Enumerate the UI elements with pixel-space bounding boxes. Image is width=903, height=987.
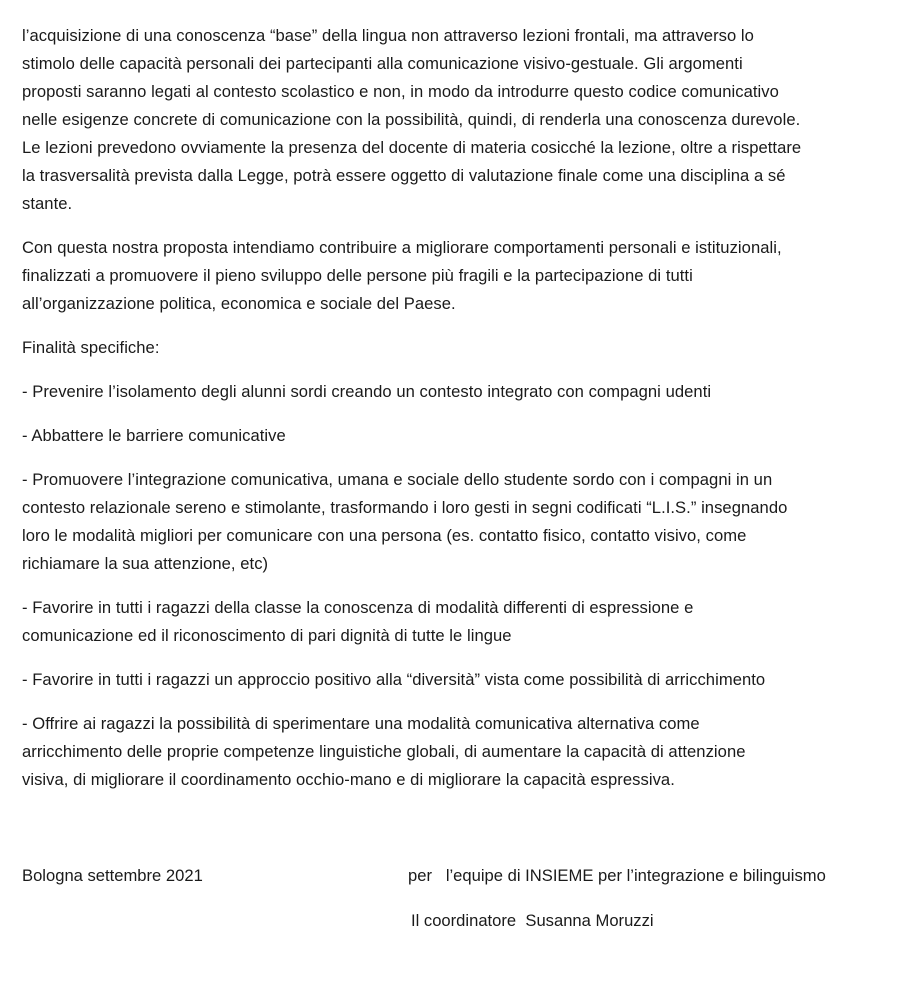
text-line: contesto relazionale sereno e stimolante, trasformando i loro gesti in segni codificati “L.I.S.” insegnando bbox=[22, 498, 788, 517]
text-line: - Favorire in tutti i ragazzi un approccio positivo alla “diversità” vista come possibilità di arricchimento bbox=[22, 670, 766, 689]
list-item-offrire bbox=[22, 710, 882, 794]
text-line: visiva, di migliorare il coordinamento occhio-mano e di migliorare la capacità espressiva. bbox=[22, 770, 675, 789]
signature-organization: per l’equipe di INSIEME per l’integrazione e bilinguismo bbox=[408, 866, 826, 885]
list-item-favorire-classe bbox=[22, 594, 882, 650]
list-item-promuovere bbox=[22, 466, 882, 578]
text-line: - Offrire ai ragazzi la possibilità di sperimentare una modalità comunicativa alternativa come bbox=[22, 714, 700, 733]
place-date: Bologna settembre 2021 bbox=[22, 866, 203, 885]
list-item-prevenire bbox=[22, 378, 882, 406]
list-item-abbattere bbox=[22, 422, 882, 450]
text-line: la trasversalità prevista dalla Legge, potrà essere oggetto di valutazione finale come una disciplina a sé bbox=[22, 166, 786, 185]
text-line: comunicazione ed il riconoscimento di pari dignità di tutte le lingue bbox=[22, 626, 512, 645]
text-line: Finalità specifiche: bbox=[22, 338, 160, 357]
text-line: proposti saranno legati al contesto scolastico e non, in modo da introdurre questo codice comunicativo bbox=[22, 82, 779, 101]
signature-coordinator: Il coordinatore Susanna Moruzzi bbox=[411, 911, 654, 930]
text-line: arricchimento delle proprie competenze linguistiche globali, di aumentare la capacità di attenzione bbox=[22, 742, 746, 761]
document-body bbox=[22, 22, 882, 810]
list-item-favorire-diversita bbox=[22, 666, 882, 694]
text-line: - Promuovere l’integrazione comunicativa, umana e sociale dello studente sordo con i compagni in un bbox=[22, 470, 773, 489]
text-line: Le lezioni prevedono ovviamente la presenza del docente di materia cosicché la lezione, oltre a rispettare bbox=[22, 138, 802, 157]
text-line: loro le modalità migliori per comunicare con una persona (es. contatto fisico, contatto visivo, come bbox=[22, 526, 747, 545]
text-line: - Prevenire l’isolamento degli alunni sordi creando un contesto integrato con compagni udenti bbox=[22, 382, 712, 401]
text-line: - Favorire in tutti i ragazzi della classe la conoscenza di modalità differenti di espressione e bbox=[22, 598, 694, 617]
text-line: stante. bbox=[22, 194, 73, 213]
section-heading-finalita bbox=[22, 334, 882, 362]
text-line: stimolo delle capacità personali dei partecipanti alla comunicazione visivo-gestuale. Gli argomenti bbox=[22, 54, 743, 73]
text-line: l’acquisizione di una conoscenza “base” della lingua non attraverso lezioni frontali, ma attraverso lo bbox=[22, 26, 754, 45]
text-line: nelle esigenze concrete di comunicazione con la possibilità, quindi, di renderla una conoscenza durevole. bbox=[22, 110, 801, 129]
paragraph-intro bbox=[22, 22, 882, 218]
text-line: Con questa nostra proposta intendiamo contribuire a migliorare comportamenti personali e istituzionali, bbox=[22, 238, 782, 257]
text-line: finalizzati a promuovere il pieno sviluppo delle persone più fragili e la partecipazione di tutti bbox=[22, 266, 693, 285]
text-line: richiamare la sua attenzione, etc) bbox=[22, 554, 269, 573]
text-line: - Abbattere le barriere comunicative bbox=[22, 426, 286, 445]
paragraph-proposal bbox=[22, 234, 882, 318]
text-line: all’organizzazione politica, economica e sociale del Paese. bbox=[22, 294, 456, 313]
